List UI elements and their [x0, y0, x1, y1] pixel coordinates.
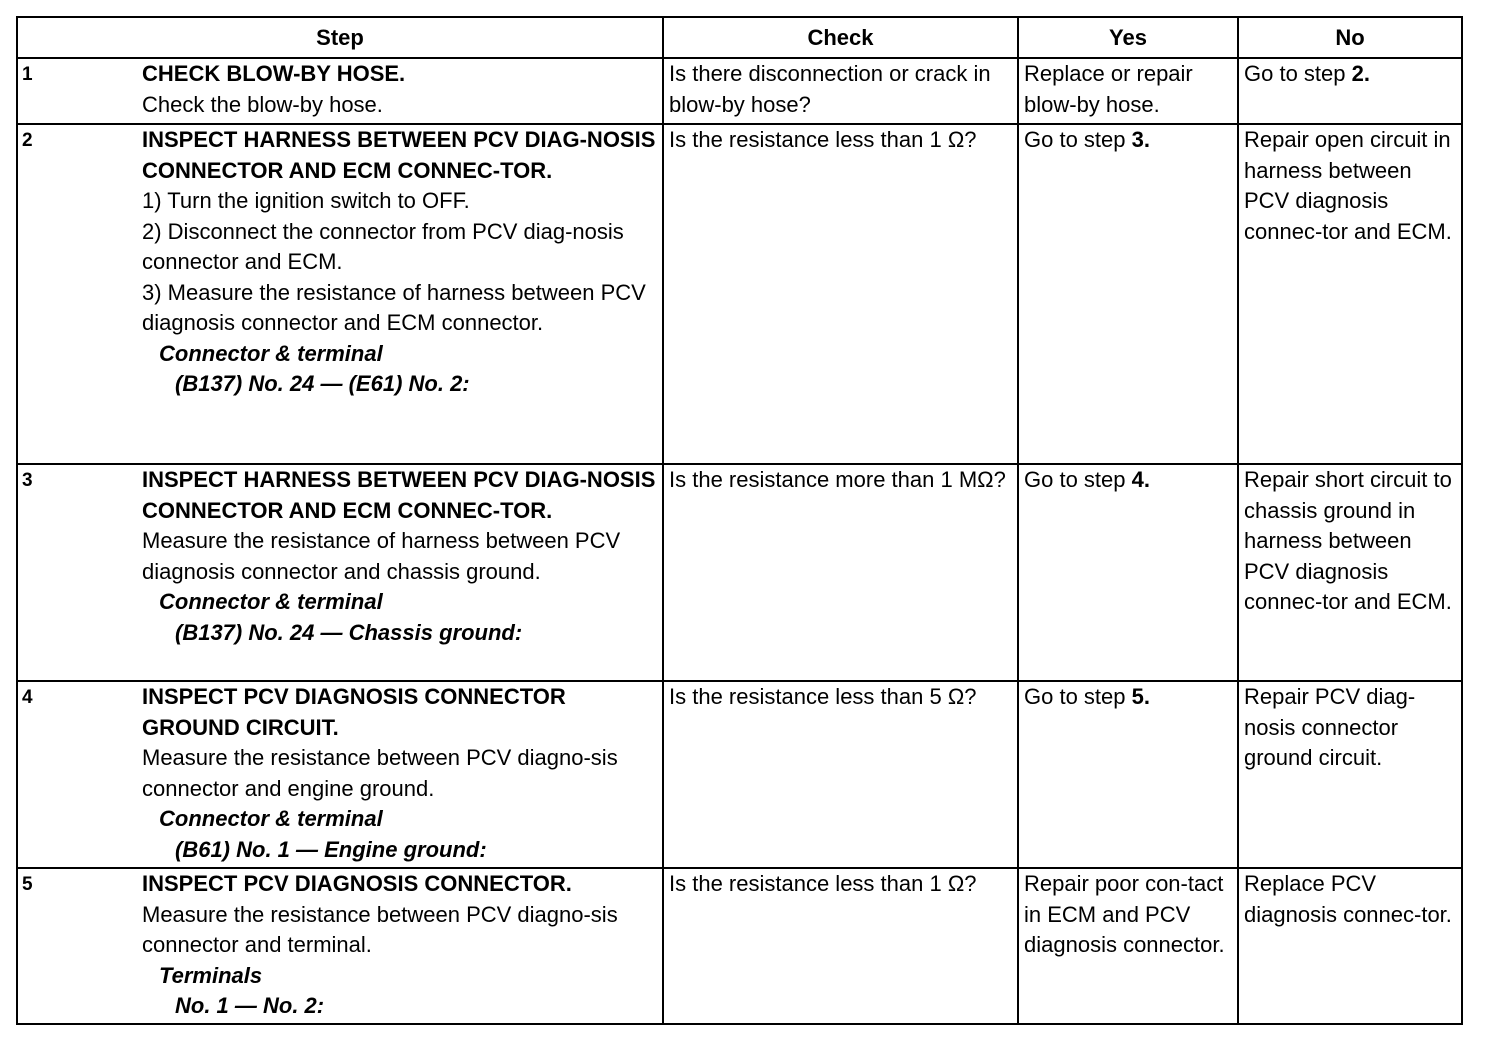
connector-terminal-value: (B137) No. 24 — Chassis ground:: [175, 619, 523, 645]
header-row: [17, 17, 1462, 58]
step-substep: 1) Turn the ignition switch to OFF.: [142, 188, 470, 213]
check-cell: [663, 464, 1018, 681]
table-row: [17, 681, 1462, 868]
yes-cell: [1018, 58, 1238, 124]
yes-cell: [1018, 681, 1238, 868]
yes-text: Go to step: [1024, 684, 1132, 709]
terminals-value: No. 1 — No. 2:: [175, 993, 325, 1018]
no-cell: [1238, 124, 1462, 464]
step-cell: [17, 681, 663, 868]
connector-terminal-value: (B61) No. 1 — Engine ground:: [175, 836, 487, 862]
step-substep: 2) Disconnect the connector from PCV diag-nosis connector and ECM.: [142, 218, 624, 274]
check-cell: [663, 681, 1018, 868]
check-cell: [663, 58, 1018, 124]
no-text: Repair short circuit to chassis ground in harness between PCV diagnosis connec-tor and ECM.: [1244, 467, 1452, 614]
no-cell: [1238, 464, 1462, 681]
connector-terminal-value: (B137) No. 24 — (E61) No. 2:: [175, 371, 470, 396]
step-description: Measure the resistance between PCV diagno-sis connector and engine ground.: [142, 745, 618, 801]
step-title: INSPECT HARNESS BETWEEN PCV DIAG-NOSIS CONNECTOR AND ECM CONNEC-TOR.: [142, 127, 656, 183]
check-cell: [663, 868, 1018, 1024]
table-row: [17, 58, 1462, 124]
step-title: INSPECT HARNESS BETWEEN PCV DIAG-NOSIS CONNECTOR AND ECM CONNEC-TOR.: [142, 467, 656, 523]
yes-text: Replace or repair blow-by hose.: [1024, 61, 1193, 117]
yes-text: Go to step: [1024, 127, 1132, 152]
yes-step-ref: 5.: [1131, 684, 1150, 709]
step-description: Measure the resistance between PCV diagno-sis connector and terminal.: [142, 901, 618, 957]
step-description: Check the blow-by hose.: [142, 91, 383, 117]
step-number: 4: [22, 687, 33, 708]
step-cell: [17, 124, 663, 464]
check-text: Is the resistance less than 5 Ω?: [669, 684, 977, 709]
yes-cell: [1018, 464, 1238, 681]
check-text: Is the resistance more than 1 MΩ?: [669, 467, 1006, 492]
step-substep: 3) Measure the resistance of harness between PCV diagnosis connector and ECM connector.: [142, 279, 646, 335]
yes-cell: [1018, 124, 1238, 464]
no-text: Repair open circuit in harness between PCV diagnosis connec-tor and ECM.: [1244, 127, 1452, 244]
table-row: [17, 868, 1462, 1024]
step-title: INSPECT PCV DIAGNOSIS CONNECTOR GROUND CIRCUIT.: [142, 684, 566, 740]
no-cell: [1238, 681, 1462, 868]
step-number: 5: [22, 874, 33, 895]
step-description: Measure the resistance of harness between PCV diagnosis connector and chassis ground.: [142, 528, 621, 584]
step-title: CHECK BLOW-BY HOSE.: [142, 61, 406, 86]
yes-cell: [1018, 868, 1238, 1024]
step-number: 2: [22, 130, 33, 151]
terminals-label: Terminals: [159, 962, 263, 988]
connector-terminal-label: Connector & terminal: [159, 806, 383, 831]
header-yes: Yes: [1018, 17, 1238, 58]
connector-terminal-label: Connector & terminal: [159, 340, 383, 366]
yes-text: Go to step: [1024, 467, 1132, 492]
step-title: INSPECT PCV DIAGNOSIS CONNECTOR.: [142, 871, 572, 896]
table-row: [17, 464, 1462, 681]
step-cell: [17, 58, 663, 124]
header-check: Check: [663, 17, 1018, 58]
diagnostic-table: [16, 16, 1463, 1025]
yes-step-ref: 4.: [1131, 467, 1150, 492]
no-step-ref: 2.: [1351, 61, 1370, 86]
no-text: Repair PCV diag-nosis connector ground circuit.: [1244, 684, 1416, 770]
check-cell: [663, 124, 1018, 464]
no-text: Go to step: [1244, 61, 1352, 86]
yes-step-ref: 3.: [1131, 127, 1150, 152]
connector-terminal-label: Connector & terminal: [159, 589, 383, 614]
check-text: Is the resistance less than 1 Ω?: [669, 127, 977, 152]
no-text: Replace PCV diagnosis connec-tor.: [1244, 871, 1452, 927]
no-cell: [1238, 868, 1462, 1024]
yes-text: Repair poor con-tact in ECM and PCV diagnosis connector.: [1024, 871, 1225, 957]
no-cell: [1238, 58, 1462, 124]
step-number: 3: [22, 470, 33, 491]
step-cell: [17, 868, 663, 1024]
step-number: 1: [22, 64, 33, 85]
check-text: Is the resistance less than 1 Ω?: [669, 871, 977, 896]
check-text: Is there disconnection or crack in blow-by hose?: [669, 61, 991, 117]
step-cell: [17, 464, 663, 681]
header-step: Step: [17, 17, 663, 58]
header-no: No: [1238, 17, 1462, 58]
table-row: [17, 124, 1462, 464]
